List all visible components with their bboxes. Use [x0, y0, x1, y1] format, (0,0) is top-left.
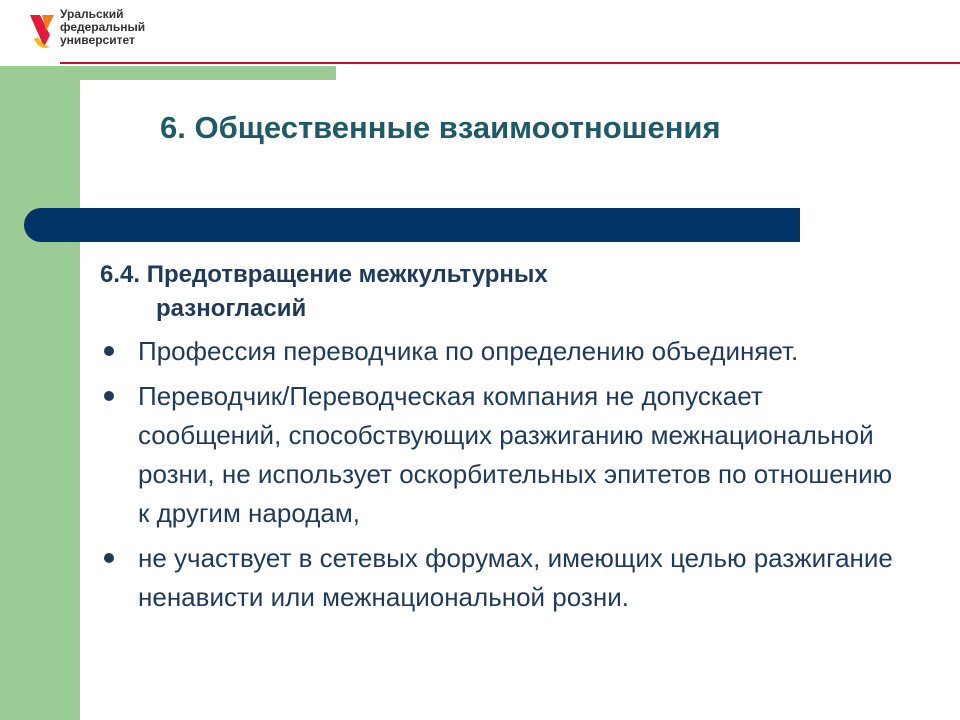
subheading: [100, 258, 900, 326]
logo-line-3: университет: [60, 33, 135, 47]
subheading-line-2: разногласий: [156, 295, 307, 322]
header: [0, 0, 960, 64]
divider-bar: [24, 208, 800, 242]
bullet-list: [100, 332, 900, 617]
bullet-dot-icon: [104, 346, 114, 356]
bullet-text: Профессия переводчика по определению объединяет.: [138, 336, 799, 366]
header-divider: [60, 62, 960, 64]
slide-title: 6. Общественные взаимоотношения: [160, 110, 721, 145]
slide-content: [100, 258, 900, 623]
bullet-item: [100, 377, 900, 533]
bullet-item: [100, 332, 900, 371]
logo-line-1: Уральский: [60, 7, 124, 21]
bullet-text: Переводчик/Переводческая компания не допускает сообщений, способствующих разжиганию межнациональной розни, не использует оскорбительных эпитетов по отношению к другим народам,: [138, 381, 893, 528]
bullet-item: [100, 539, 900, 617]
top-green-band: [80, 66, 336, 80]
bullet-dot-icon: [104, 553, 114, 563]
subheading-line-1: 6.4. Предотвращение межкультурных: [100, 261, 548, 288]
logo-line-2: федеральный: [60, 20, 146, 34]
university-name: [60, 8, 145, 47]
bullet-dot-icon: [104, 391, 114, 401]
university-logo-icon: [28, 9, 58, 51]
left-green-strip: [0, 66, 80, 720]
bullet-text: не участвует в сетевых форумах, имеющих целью разжигание ненависти или межнациональной розни.: [138, 543, 893, 612]
